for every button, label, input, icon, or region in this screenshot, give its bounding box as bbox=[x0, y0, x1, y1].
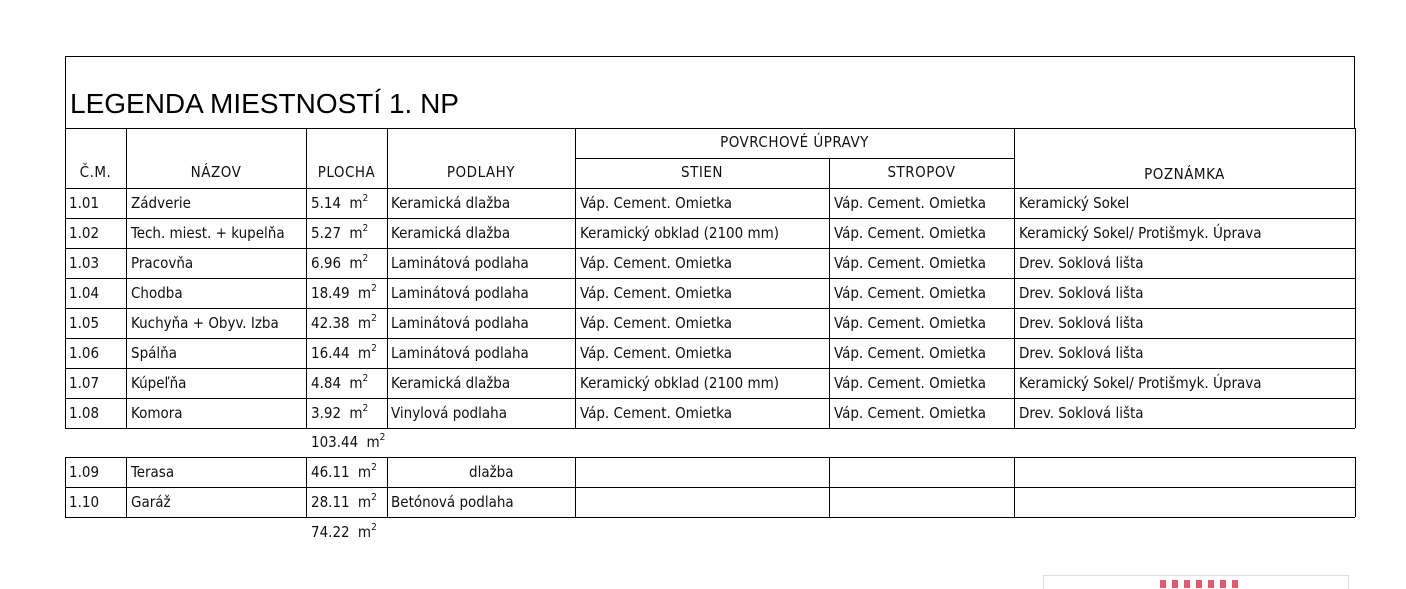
area-unit-exponent: 2 bbox=[362, 373, 369, 384]
cell-cm: 1.05 bbox=[69, 314, 100, 332]
area-unit: m bbox=[353, 493, 372, 511]
col-divider bbox=[575, 457, 576, 517]
area-unit: m bbox=[345, 254, 363, 272]
watermark-logo bbox=[1160, 580, 1240, 588]
area-unit: m bbox=[345, 224, 363, 242]
header-cm: Č.M. bbox=[79, 163, 112, 181]
cell-podlahy: Laminátová podlaha bbox=[391, 344, 529, 362]
area-unit-exponent: 2 bbox=[371, 492, 377, 503]
cell-podlahy: Keramická dlažba bbox=[391, 224, 511, 242]
cell-nazov: Kuchyňa + Obyv. Izba bbox=[131, 314, 279, 332]
cell-stropov: Váp. Cement. Omietka bbox=[834, 284, 986, 302]
area-unit-exponent: 2 bbox=[362, 193, 369, 204]
cell-podlahy: Betónová podlaha bbox=[391, 493, 514, 511]
area-value: 5.27 bbox=[311, 224, 342, 242]
col-divider bbox=[65, 457, 66, 517]
cell-plocha bbox=[311, 193, 368, 213]
row-border bbox=[65, 338, 1355, 339]
area-value: 28.11 bbox=[311, 493, 350, 511]
cell-cm: 1.10 bbox=[69, 493, 100, 511]
cell-nazov: Tech. miest. + kupelňa bbox=[131, 224, 285, 242]
page-title: LEGENDA MIESTNOSTÍ 1. NP bbox=[70, 88, 459, 119]
cell-nazov: Kúpeľňa bbox=[131, 374, 187, 392]
row-border bbox=[65, 248, 1355, 249]
area-unit: m bbox=[345, 404, 363, 422]
cell-cm: 1.08 bbox=[69, 404, 100, 422]
area-unit: m bbox=[345, 374, 363, 392]
cell-poznamka: Drev. Soklová lišta bbox=[1019, 404, 1144, 422]
col-divider bbox=[387, 457, 388, 517]
cell-stropov: Váp. Cement. Omietka bbox=[834, 194, 986, 212]
cell-stien: Váp. Cement. Omietka bbox=[580, 404, 732, 422]
cell-nazov: Spálňa bbox=[131, 344, 177, 362]
col-divider bbox=[126, 188, 127, 428]
cell-poznamka: Drev. Soklová lišta bbox=[1019, 314, 1144, 332]
cell-podlahy: Vinylová podlaha bbox=[391, 404, 507, 422]
cell-plocha bbox=[311, 403, 368, 423]
row-border bbox=[65, 457, 1355, 458]
cell-cm: 1.09 bbox=[69, 463, 100, 481]
area-unit-exponent: 2 bbox=[371, 283, 377, 294]
row-border bbox=[65, 398, 1355, 399]
cell-stien: Váp. Cement. Omietka bbox=[580, 194, 732, 212]
area-value: 42.38 bbox=[311, 314, 350, 332]
cell-cm: 1.02 bbox=[69, 224, 100, 242]
cell-stien: Váp. Cement. Omietka bbox=[580, 344, 732, 362]
row-border bbox=[65, 278, 1355, 279]
row-border bbox=[65, 487, 1355, 488]
col-divider bbox=[575, 188, 576, 428]
area-unit-exponent: 2 bbox=[362, 403, 369, 414]
col-divider bbox=[306, 457, 307, 517]
area-value: 5.14 bbox=[311, 194, 342, 212]
cell-podlahy: Laminátová podlaha bbox=[391, 314, 529, 332]
col-divider bbox=[65, 188, 66, 428]
col-divider bbox=[1355, 128, 1356, 188]
cell-poznamka: Drev. Soklová lišta bbox=[1019, 344, 1144, 362]
cell-plocha bbox=[311, 492, 377, 512]
header-poznamka: POZNÁMKA bbox=[1144, 165, 1225, 183]
area-unit: m bbox=[353, 344, 372, 362]
header-stropov: STROPOV bbox=[887, 163, 956, 181]
area-value: 46.11 bbox=[311, 463, 350, 481]
area-unit-exponent: 2 bbox=[362, 253, 369, 264]
cell-nazov: Pracovňa bbox=[131, 254, 194, 272]
row-border bbox=[65, 218, 1355, 219]
col-divider bbox=[829, 457, 830, 517]
cell-podlahy: dlažba bbox=[469, 463, 514, 481]
cell-stropov: Váp. Cement. Omietka bbox=[834, 404, 986, 422]
cell-stien: Keramický obklad (2100 mm) bbox=[580, 374, 780, 392]
cell-podlahy: Keramická dlažba bbox=[391, 194, 511, 212]
col-divider bbox=[829, 188, 830, 428]
area-unit: m bbox=[345, 194, 363, 212]
area-value: 6.96 bbox=[311, 254, 342, 272]
area-value: 18.49 bbox=[311, 284, 350, 302]
area-unit-exponent: 2 bbox=[371, 522, 377, 533]
cell-poznamka: Drev. Soklová lišta bbox=[1019, 284, 1144, 302]
area-value: 4.84 bbox=[311, 374, 342, 392]
area-unit: m bbox=[353, 284, 372, 302]
cell-plocha bbox=[311, 343, 377, 363]
cell-stien: Váp. Cement. Omietka bbox=[580, 314, 732, 332]
cell-plocha bbox=[311, 462, 377, 482]
cell-stropov: Váp. Cement. Omietka bbox=[834, 344, 986, 362]
cell-nazov: Chodba bbox=[131, 284, 183, 302]
cell-poznamka: Keramický Sokel bbox=[1019, 194, 1130, 212]
area-unit-exponent: 2 bbox=[362, 223, 369, 234]
header-top-border bbox=[65, 128, 1355, 129]
area-value: 3.92 bbox=[311, 404, 342, 422]
cell-nazov: Zádverie bbox=[131, 194, 191, 212]
area-unit-exponent: 2 bbox=[371, 462, 377, 473]
area-unit: m bbox=[362, 433, 380, 451]
area-value: 103.44 bbox=[311, 433, 359, 451]
row-border bbox=[65, 368, 1355, 369]
cell-poznamka: Keramický Sokel/ Protišmyk. Úprava bbox=[1019, 224, 1262, 242]
cell-podlahy: Laminátová podlaha bbox=[391, 284, 529, 302]
row-border bbox=[65, 428, 1355, 429]
cell-nazov: Terasa bbox=[131, 463, 175, 481]
row-border bbox=[65, 308, 1355, 309]
header-stien: STIEN bbox=[681, 163, 723, 181]
area-unit-exponent: 2 bbox=[371, 313, 377, 324]
header-povrchove-upravy: POVRCHOVÉ ÚPRAVY bbox=[720, 133, 869, 151]
cell-podlahy: Laminátová podlaha bbox=[391, 254, 529, 272]
cell-stien: Váp. Cement. Omietka bbox=[580, 284, 732, 302]
cell-poznamka: Drev. Soklová lišta bbox=[1019, 254, 1144, 272]
cell-podlahy: Keramická dlažba bbox=[391, 374, 511, 392]
area-unit-exponent: 2 bbox=[379, 432, 386, 443]
cell-stropov: Váp. Cement. Omietka bbox=[834, 314, 986, 332]
area-value: 74.22 bbox=[311, 523, 350, 541]
cell-plocha bbox=[311, 253, 368, 273]
subtotal-exterior bbox=[311, 522, 377, 542]
cell-cm: 1.01 bbox=[69, 194, 100, 212]
col-divider bbox=[306, 188, 307, 428]
col-divider bbox=[1014, 188, 1015, 428]
cell-cm: 1.07 bbox=[69, 374, 100, 392]
cell-stien: Keramický obklad (2100 mm) bbox=[580, 224, 780, 242]
cell-stropov: Váp. Cement. Omietka bbox=[834, 224, 986, 242]
cell-nazov: Garáž bbox=[131, 493, 171, 511]
area-unit: m bbox=[353, 314, 372, 332]
cell-stropov: Váp. Cement. Omietka bbox=[834, 374, 986, 392]
row-border bbox=[65, 188, 1355, 189]
header-nazov: NÁZOV bbox=[190, 163, 242, 181]
subtotal-1np bbox=[311, 432, 385, 452]
col-divider bbox=[1355, 457, 1356, 517]
cell-cm: 1.03 bbox=[69, 254, 100, 272]
row-border bbox=[65, 517, 1355, 518]
col-divider bbox=[387, 188, 388, 428]
area-unit-exponent: 2 bbox=[371, 343, 377, 354]
area-unit: m bbox=[353, 463, 372, 481]
cell-plocha bbox=[311, 313, 377, 333]
cell-stien: Váp. Cement. Omietka bbox=[580, 254, 732, 272]
cell-plocha bbox=[311, 223, 368, 243]
area-value: 16.44 bbox=[311, 344, 350, 362]
header-plocha: PLOCHA bbox=[317, 163, 376, 181]
col-divider bbox=[126, 457, 127, 517]
cell-cm: 1.06 bbox=[69, 344, 100, 362]
cell-plocha bbox=[311, 373, 368, 393]
cell-stropov: Váp. Cement. Omietka bbox=[834, 254, 986, 272]
area-unit: m bbox=[353, 523, 372, 541]
col-divider bbox=[1355, 188, 1356, 428]
cell-plocha bbox=[311, 283, 377, 303]
cell-nazov: Komora bbox=[131, 404, 183, 422]
cell-cm: 1.04 bbox=[69, 284, 100, 302]
povrchove-divider bbox=[575, 158, 1014, 159]
cell-poznamka: Keramický Sokel/ Protišmyk. Úprava bbox=[1019, 374, 1262, 392]
header-podlahy: PODLAHY bbox=[446, 163, 516, 181]
col-divider bbox=[1014, 457, 1015, 517]
